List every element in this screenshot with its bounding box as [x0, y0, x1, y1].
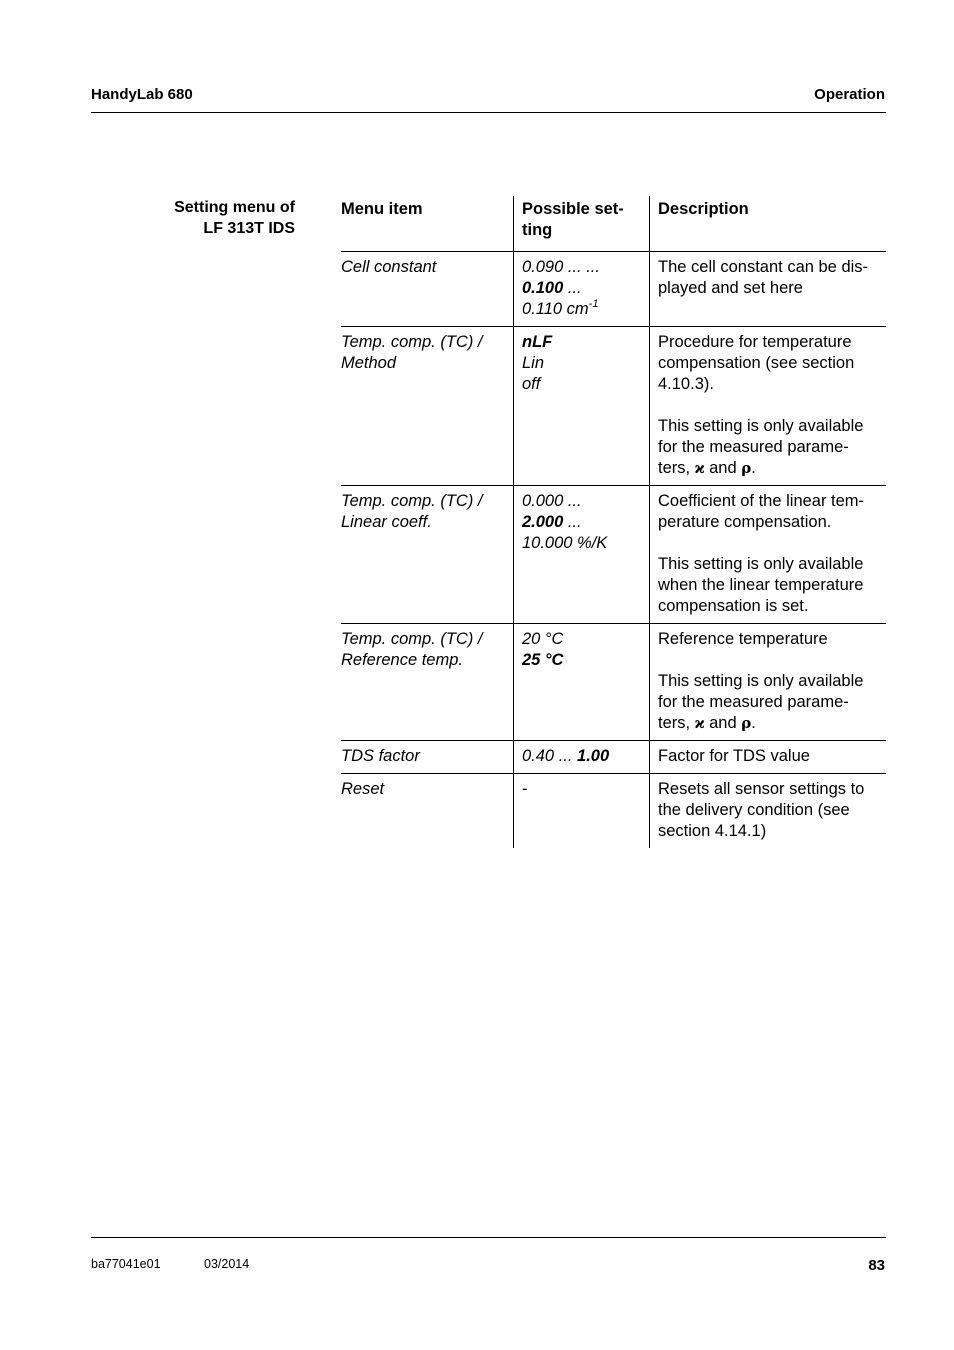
footer-rule — [91, 1237, 886, 1238]
resistivity-symbol: ρ — [741, 714, 752, 732]
running-header-section: Operation — [814, 86, 885, 103]
side-title-line: Setting menu of — [174, 199, 295, 216]
menu-item-cell: Temp. comp. (TC) / Method — [341, 327, 514, 486]
setting-cell: 20 °C 25 °C — [514, 624, 650, 741]
setting-cell: 0.090 ... ... 0.100 ... 0.110 $cm^{-1}$ — [514, 252, 650, 327]
page-number: 83 — [868, 1257, 885, 1274]
side-title-line: LF 313T IDS — [203, 220, 295, 237]
header-rule — [91, 112, 886, 113]
header-possible-setting: Possible set- ting — [514, 196, 650, 252]
description-cell: Reference temperature This setting is only available for the measured parame- ters, ϰ and ρ. — [650, 624, 887, 741]
resistivity-symbol: ρ — [741, 459, 752, 477]
description-cell: Coefficient of the linear tem- perature compensation. This setting is only available when the linear temperature compensation is set. — [650, 486, 887, 624]
table-row — [341, 624, 886, 741]
menu-item-cell: Reset — [341, 774, 514, 849]
description-cell: The cell constant can be dis- played and set here — [650, 252, 887, 327]
description-cell: Factor for TDS value — [650, 741, 887, 774]
setting-cell: 0.000 ... 2.000 ... 10.000 %/K — [514, 486, 650, 624]
header-description: Description — [650, 196, 887, 252]
footer-date: 03/2014 — [204, 1257, 250, 1271]
setting-cell: - — [514, 774, 650, 849]
table-row — [341, 327, 886, 486]
table-row — [341, 252, 886, 327]
description-cell: Resets all sensor settings to the delivery condition (see section 4.14.1) — [650, 774, 887, 849]
menu-item-cell: Temp. comp. (TC) / Linear coeff. — [341, 486, 514, 624]
table-row — [341, 774, 886, 849]
settings-table — [341, 196, 886, 848]
conductivity-symbol: ϰ — [694, 714, 705, 732]
table-row — [341, 741, 886, 774]
section-side-title — [100, 197, 295, 239]
setting-cell: 0.40 ... 1.00 — [514, 741, 650, 774]
setting-cell: nLF Lin off — [514, 327, 650, 486]
running-header-title: HandyLab 680 — [91, 86, 193, 103]
header-menu-item: Menu item — [341, 200, 423, 218]
description-cell: Procedure for temperature compensation (see section 4.10.3). This setting is only available for the measured parame- ters, ϰ and ρ. — [650, 327, 887, 486]
menu-item-cell: Temp. comp. (TC) / Reference temp. — [341, 624, 514, 741]
table-row — [341, 486, 886, 624]
conductivity-symbol: ϰ — [694, 459, 705, 477]
table-header-row — [341, 196, 886, 252]
menu-item-cell: TDS factor — [341, 741, 514, 774]
footer-document-id: ba77041e01 — [91, 1257, 161, 1271]
menu-item-cell: Cell constant — [341, 252, 514, 327]
